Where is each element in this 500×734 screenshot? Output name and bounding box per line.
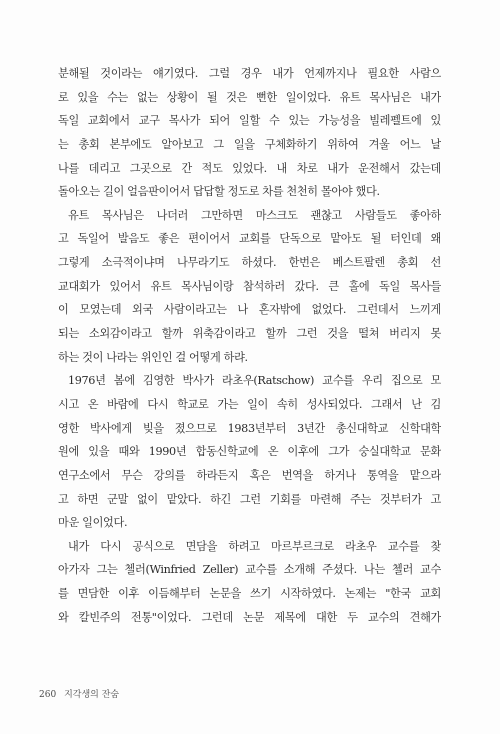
text-line: 내가 다시 공식으로 면담을 하려고 마르부르크로 라초우 교수를 찾: [68, 539, 441, 553]
text-line: 독일 교회에서 교구 목사가 되어 일할 수 있는 가능성을 빌레펠트에 있: [58, 114, 441, 128]
text-line: 돌아오는 길이 얼음판이어서 답답할 정도로 차를 천천히 몰아야 했다.: [58, 185, 380, 199]
text-line: 연구소에서 무슨 강의를 하라든지 혹은 번역을 하거나 통역을 맡으라: [58, 468, 441, 482]
text-line: 교대회가 있어서 유트 목사님이랑 참석하러 갔다. 큰 홀에 독일 목사들: [58, 279, 441, 293]
text-line: 마운 일이었다.: [58, 516, 128, 530]
text-line: 는 총회 본부에도 알아보고 그 일을 구체화하기 위하여 겨울 어느 날: [58, 137, 441, 151]
text-line: 아가자 그는 첼러(Winfried Zeller) 교수를 소개해 주셨다. 나는 첼러 교수: [58, 563, 441, 577]
text-line: 와 칼빈주의 전통"이었다. 그런데 논문 제목에 대한 두 교수의 견해가: [58, 610, 441, 624]
text-line: 그렇게 소극적이냐며 나무라기도 하셨다. 한번은 베스트팔렌 총회 선: [58, 256, 441, 270]
text-line: 영한 박사에게 빚을 졌으므로 1983년부터 3년간 총신대학교 신학대학: [58, 421, 441, 435]
text-line: 원에 있을 때와 1990년 합동신학교에 온 이후에 그가 숭실대학교 문화: [58, 445, 441, 459]
running-title: 지각생의 잔숨: [64, 690, 120, 700]
text-line: 를 면담한 이후 이듬해부터 논문을 쓰기 시작하였다. 논제는 "한국 교회: [58, 587, 441, 601]
text-line: 유트 목사님은 나더러 그만하면 마스크도 괜찮고 사람들도 좋아하: [68, 208, 441, 222]
text-line: 나를 데리고 그곳으로 간 적도 있었다. 내 차로 내가 운전해서 갔는데: [58, 161, 441, 175]
text-line: 되는 소외감이라고 할까 위축감이라고 할까 그런 것을 떨쳐 버리지 못: [58, 327, 441, 341]
text-line: 고 하면 군말 없이 맡았다. 하긴 그런 기회를 마련해 주는 것부터가 고: [58, 492, 441, 506]
body-text: [58, 62, 441, 629]
text-line: 시고 온 바람에 다시 학교로 가는 일이 속히 성사되었다. 그래서 난 김: [58, 397, 441, 411]
text-line: 하는 것이 나라는 위인인 걸 어떻게 하랴.: [58, 350, 248, 364]
page-number: 260: [39, 690, 57, 700]
page-footer: [39, 687, 119, 700]
text-line: 로 있을 수는 없는 상황이 될 것은 뻔한 일이었다. 유트 목사님은 내가: [58, 90, 441, 104]
text-line: 고 독일어 발음도 좋은 편이어서 교회를 단독으로 맡아도 될 터인데 왜: [58, 232, 441, 246]
text-line: 1976년 봄에 김영한 박사가 라초우(Ratschow) 교수를 우리 집으로 모: [68, 374, 441, 388]
text-line: 분해될 것이라는 얘기였다. 그럴 경우 내가 언제까지나 필요한 사람으: [58, 67, 441, 80]
text-line: 이 모였는데 외국 사람이라고는 나 혼자밖에 없었다. 그런데서 느끼게: [58, 303, 441, 317]
